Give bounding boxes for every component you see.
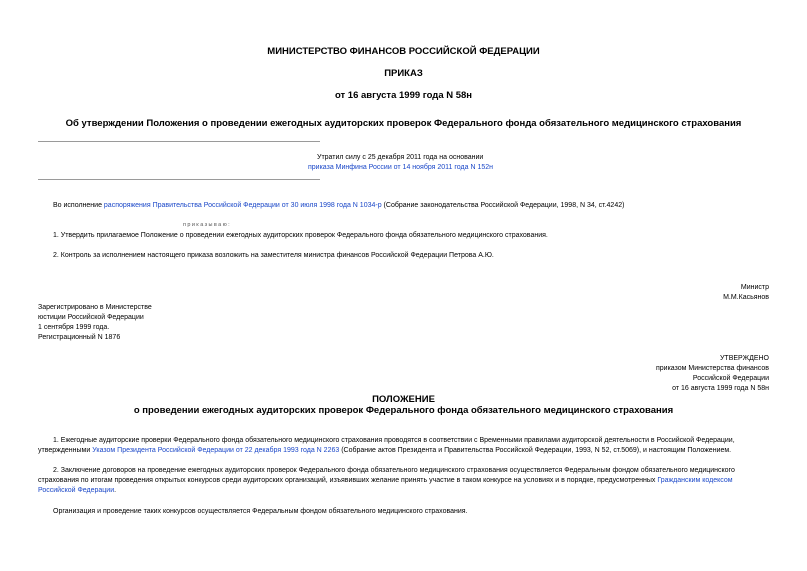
preamble: [53, 201, 624, 211]
status-note-text: Утратил силу с 25 декабря 2011 года на основании: [317, 154, 484, 161]
p2-link-civil-code-cont[interactable]: Российской Федерации: [38, 487, 115, 494]
regulation-p2-line1: 2. Заключение договоров на проведение ежегодных аудиторских проверок Федерального фонда обязательного медицинского страхования осуществляется Федеральным фондом обязательного медицинского: [53, 467, 735, 474]
registration-line-2: юстиции Российской Федерации: [38, 314, 144, 321]
signature-position: Министр: [740, 284, 769, 291]
regulation-title: ПОЛОЖЕНИЕ: [372, 394, 435, 405]
p2-link-civil-code[interactable]: Гражданским кодексом: [657, 477, 733, 484]
order-item-2: 2. Контроль за исполнением настоящего приказа возложить на заместителя министра финансов Российской Федерации Петрова А.Ю.: [53, 252, 494, 259]
document-type: ПРИКАЗ: [384, 68, 423, 79]
status-note-link[interactable]: приказа Минфина России от 14 ноября 2011 года N 152н: [308, 164, 494, 171]
divider-bottom: [38, 179, 320, 180]
order-word: приказываю:: [183, 222, 232, 228]
regulation-p2-line2: [38, 476, 733, 486]
registration-line-3: 1 сентября 1999 года.: [38, 324, 110, 331]
approval-line-3: Российской Федерации: [692, 375, 769, 382]
approval-line-1: УТВЕРЖДЕНО: [719, 355, 769, 362]
registration-line-4: Регистрационный N 1876: [38, 334, 121, 341]
p1-suffix: (Собрание актов Президента и Правительства Российской Федерации, 1993, N 52, ст.5069), и настоящим Положением.: [339, 447, 732, 454]
registration-line-1: Зарегистрировано в Министерстве: [38, 304, 152, 311]
regulation-p1-line1: 1. Ежегодные аудиторские проверки Федерального фонда обязательного медицинского страхования проводятся в соответствии с Временными правилами аудиторской деятельности в Российской Федерации,: [53, 437, 735, 444]
p1-prefix: утвержденными: [38, 447, 93, 454]
document-title: Об утверждении Положения о проведении ежегодных аудиторских проверок Федерального фонда обязательного медицинского страхования: [65, 118, 742, 129]
document-date-number: от 16 августа 1999 года N 58н: [334, 90, 473, 101]
approval-line-4: от 16 августа 1999 года N 58н: [672, 385, 769, 392]
order-item-1: 1. Утвердить прилагаемое Положение о проведении ежегодных аудиторских проверок Федерального фонда обязательного медицинского страхования.: [53, 232, 548, 239]
regulation-subtitle: о проведении ежегодных аудиторских проверок Федерального фонда обязательного медицинского страхования: [133, 405, 674, 416]
preamble-link[interactable]: распоряжения Правительства Российской Федерации от 30 июля 1998 года N 1034-р: [103, 202, 382, 209]
regulation-p1-line2: [38, 446, 731, 456]
p1-link-decree[interactable]: Указом Президента Российской Федерации от 22 декабря 1993 года N 2263: [92, 447, 340, 454]
regulation-p3: Организация и проведение таких конкурсов осуществляется Федеральным фондом обязательного медицинского страхования.: [53, 508, 468, 515]
preamble-suffix: (Собрание законодательства Российской Федерации, 1998, N 34, ст.4242): [381, 202, 625, 209]
p2-prefix: страхования по итогам проведения открытых конкурсов среди аудиторских организаций, изъявивших желание принять участие в таком конкурсе на условиях и в порядке, предусмотренных: [38, 477, 658, 484]
preamble-prefix: Во исполнение: [53, 202, 104, 209]
approval-line-2: приказом Министерства финансов: [655, 365, 769, 372]
ministry-heading: МИНИСТЕРСТВО ФИНАНСОВ РОССИЙСКОЙ ФЕДЕРАЦИИ: [267, 46, 540, 57]
p2-suffix: .: [114, 487, 117, 494]
signature-name: М.М.Касьянов: [723, 294, 769, 301]
divider-top: [38, 141, 320, 142]
regulation-p2-line3: [38, 486, 116, 496]
